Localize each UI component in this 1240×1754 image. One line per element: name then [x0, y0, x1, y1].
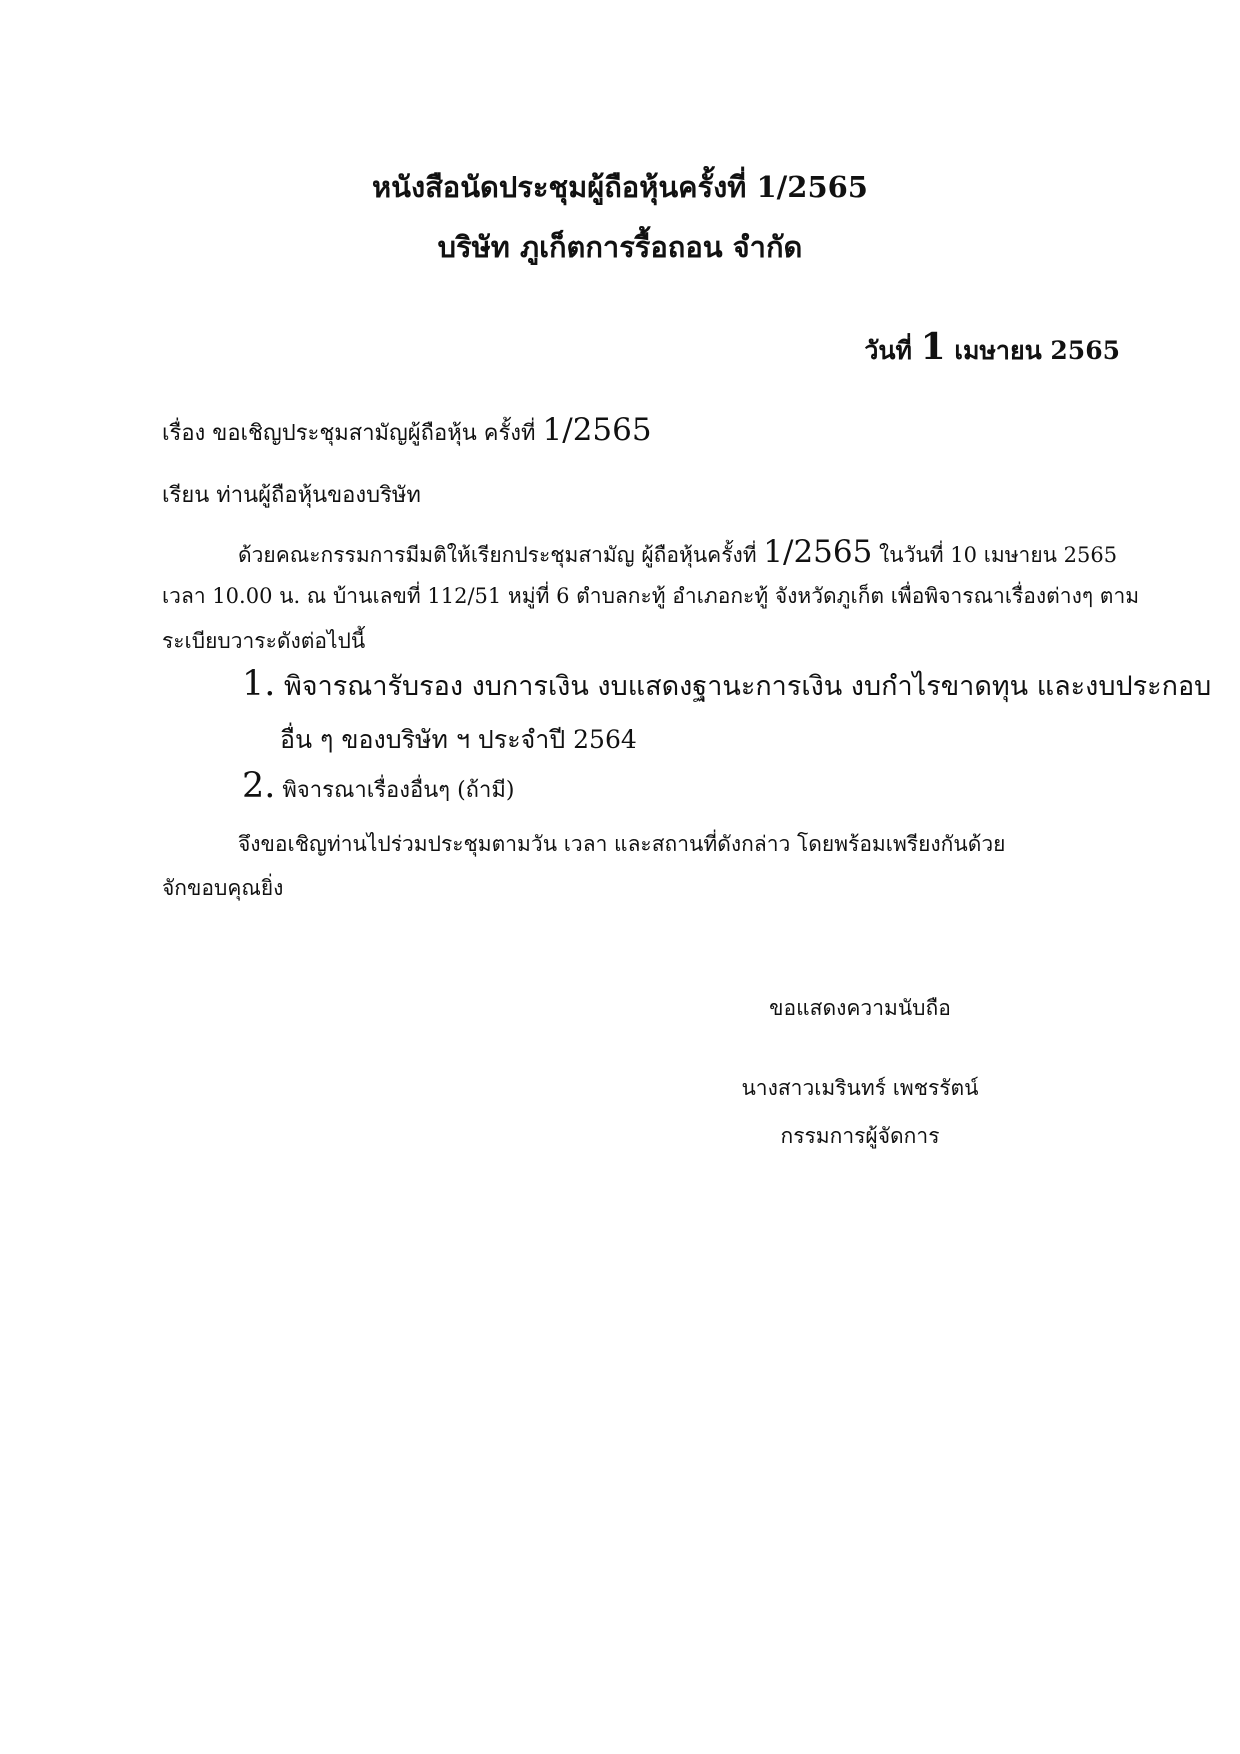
agenda-item-1-text: พิจารณารับรอง งบการเงิน งบแสดงฐานะการเงิน งบกำไรขาดทุน และงบประกอบ: [275, 671, 1212, 702]
signature-position: กรรมการผู้จัดการ: [780, 1124, 940, 1148]
agenda-item-1-continuation: อื่น ๆ ของบริษัท ฯ ประจำปี 2564: [280, 725, 637, 754]
agenda-item-2-text: พิจารณาเรื่องอื่นๆ (ถ้ามี): [275, 778, 515, 803]
body-line-1-start: ด้วยคณะกรรมการมีมติให้เรียกประชุมสามัญ ผู้ถือหุ้นครั้งที่: [238, 543, 764, 567]
subject-number: 1/2565: [542, 412, 652, 448]
body-meeting-number: 1/2565: [763, 534, 873, 570]
agenda-item-1: [242, 664, 1211, 707]
body-line-1-end: ในวันที่ 10 เมษายน 2565: [872, 543, 1118, 567]
salutation: เรียน ท่านผู้ถือหุ้นของบริษัท: [162, 483, 421, 508]
agenda-item-2: [242, 766, 514, 807]
document-title: หนังสือนัดประชุมผู้ถือหุ้นครั้งที่ 1/2565: [372, 170, 868, 204]
body-line-3: ระเบียบวาระดังต่อไปนี้: [162, 629, 366, 653]
date-day: 1: [920, 326, 946, 368]
subject-line: [162, 412, 652, 450]
closing-line-1: จึงขอเชิญท่านไปร่วมประชุมตามวัน เวลา และสถานที่ดังกล่าว โดยพร้อมเพรียงกันด้วย: [238, 832, 1006, 856]
document-date: [864, 326, 1120, 371]
signature-regards: ขอแสดงความนับถือ: [769, 996, 951, 1020]
date-suffix: เมษายน 2565: [945, 336, 1120, 365]
agenda-item-2-number: 2.: [242, 766, 276, 806]
company-name: บริษัท ภูเก็ตการรื้อถอน จำกัด: [437, 230, 803, 264]
date-prefix: วันที่: [864, 336, 921, 365]
subject-text: เรื่อง ขอเชิญประชุมสามัญผู้ถือหุ้น ครั้งที่: [162, 421, 543, 446]
agenda-item-1-number: 1.: [242, 664, 276, 704]
signature-name: นางสาวเมรินทร์ เพชรรัตน์: [741, 1076, 979, 1100]
body-line-2: เวลา 10.00 น. ณ บ้านเลขที่ 112/51 หมู่ที่ 6 ตำบลกะทู้ อำเภอกะทู้ จังหวัดภูเก็ต เพื่อพิจารณาเรื่องต่างๆ ตาม: [162, 584, 1140, 608]
closing-line-2: จักขอบคุณยิ่ง: [162, 876, 284, 900]
body-line-1: [238, 534, 1117, 572]
